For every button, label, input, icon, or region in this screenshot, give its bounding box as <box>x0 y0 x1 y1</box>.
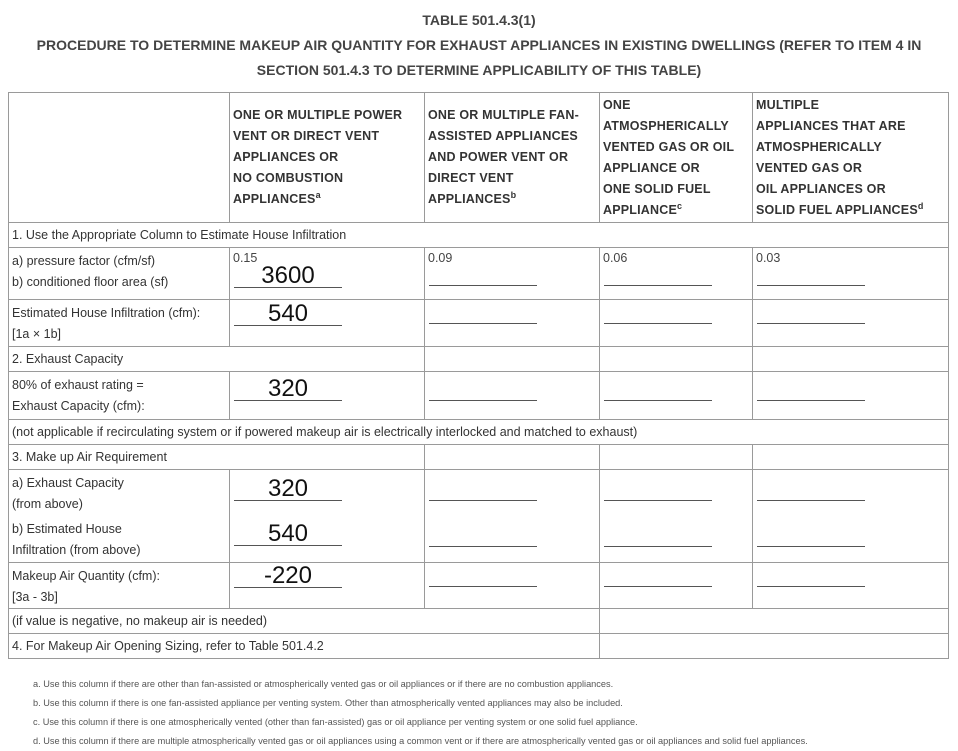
section-2-row <box>9 347 949 372</box>
header-col-1: ONE OR MULTIPLE POWER VENT OR DIRECT VENT APPLIANCES OR NO COMBUSTION APPLIANCES$^a$ <box>230 93 425 223</box>
pressure-factor-col-4: 0.03 <box>756 251 781 265</box>
infiltration-col-2 <box>425 300 600 347</box>
infiltration-row <box>9 300 949 347</box>
infiltration-col-4 <box>753 300 949 347</box>
makeup-quantity-col-1 <box>230 563 425 609</box>
header-col-2: ONE OR MULTIPLE FAN- ASSISTED APPLIANCES AND POWER VENT OR DIRECT VENT APPLIANCES$^b$ <box>425 93 600 223</box>
footnote-ref-b: b <box>510 189 517 200</box>
pressure-factor-col-2: 0.09 <box>428 251 453 265</box>
section-1-row <box>9 223 949 248</box>
pressure-area-col-2 <box>425 248 600 300</box>
header-col-4: MULTIPLE APPLIANCES THAT ARE ATMOSPHERICALLY VENTED GAS OR OIL APPLIANCES OR SOLID FUEL APPLIANCES$^d$ <box>753 93 949 223</box>
section-2-note: (not applicable if recirculating system or if powered makeup air is electrically interlocked and matched to exhaust) <box>9 420 949 445</box>
floor-area-blank-col-2 <box>429 265 537 286</box>
pressure-area-row <box>9 248 949 300</box>
pressure-area-label: a) pressure factor (cfm/sf) b) conditioned floor area (sf) <box>9 248 230 300</box>
header-col-3: ONE ATMOSPHERICALLY VENTED GAS OR OIL APPLIANCE OR ONE SOLID FUEL APPLIANCE$^c$ <box>600 93 753 223</box>
table-title-line-2: SECTION 501.4.3 TO DETERMINE APPLICABILITY OF THIS TABLE) <box>256 62 702 78</box>
exhaust-capacity-label: 80% of exhaust rating = Exhaust Capacity (cfm): <box>9 372 230 420</box>
makeup-air-quantity-value: -220 <box>234 565 342 588</box>
exhaust-capacity-from-above-value: 320 <box>234 478 342 501</box>
exhaust-capacity-col-1 <box>230 372 425 420</box>
exhaust-capacity-value: 320 <box>234 378 342 401</box>
section-3-note: (if value is negative, no makeup air is needed) <box>9 609 600 634</box>
section-2-note-row <box>9 420 949 445</box>
footnote-ref-a: a <box>315 189 321 200</box>
section-4-row <box>9 634 949 659</box>
makeup-quantity-row <box>9 563 949 609</box>
floor-area-blank-col-4 <box>757 265 865 286</box>
section-3-note-row <box>9 609 949 634</box>
footnote-d: d. Use this column if there are multiple atmospherically vented gas or oil appliances using a common vent or if there are atmospherically vented gas or oil appliances and solid fuel appliances. <box>33 736 808 746</box>
pressure-factor-col-3: 0.06 <box>603 251 628 265</box>
pressure-area-col-3 <box>600 248 753 300</box>
section-1-heading: 1. Use the Appropriate Column to Estimate House Infiltration <box>9 223 949 248</box>
infiltration-label: Estimated House Infiltration (cfm): [1a × 1b] <box>9 300 230 347</box>
table-number: TABLE 501.4.3(1) <box>422 12 536 28</box>
footnotes <box>33 675 808 751</box>
pressure-factor-col-1: 0.15 <box>233 251 258 265</box>
footnote-ref-d: d <box>917 200 924 211</box>
section-3-row <box>9 445 949 470</box>
makeup-air-table <box>8 92 949 659</box>
exhaust-capacity-row <box>9 372 949 420</box>
footnote-a: a. Use this column if there are other than fan-assisted or atmospherically vented gas or oil appliances or if there are no combustion appliances. <box>33 679 614 689</box>
pressure-area-col-4 <box>753 248 949 300</box>
section-2-heading: 2. Exhaust Capacity <box>9 347 425 372</box>
section-4-heading: 4. For Makeup Air Opening Sizing, refer to Table 501.4.2 <box>9 634 600 659</box>
infiltration-col-3 <box>600 300 753 347</box>
house-infiltration-from-above-value: 540 <box>234 523 342 546</box>
footnote-ref-c: c <box>677 200 683 211</box>
requirement-row <box>9 470 949 563</box>
footnote-c: c. Use this column if there is one atmospherically vented (other than fan-assisted) gas or oil appliance per venting system or one solid fuel appliance. <box>33 717 638 727</box>
pressure-area-col-1 <box>230 248 425 300</box>
requirement-label: a) Exhaust Capacity (from above) b) Estimated House Infiltration (from above) <box>9 470 230 563</box>
header-row <box>9 93 949 223</box>
floor-area-blank-col-3 <box>604 265 712 286</box>
floor-area-value: 3600 <box>234 265 342 288</box>
header-empty-cell <box>9 93 230 223</box>
table-title-line-1: PROCEDURE TO DETERMINE MAKEUP AIR QUANTITY FOR EXHAUST APPLIANCES IN EXISTING DWELLINGS (REFER TO ITEM 4 IN <box>36 37 922 53</box>
requirement-col-1 <box>230 470 425 563</box>
infiltration-col-1 <box>230 300 425 347</box>
footnote-b: b. Use this column if there is one fan-assisted appliance per venting system. Other than atmospherically vented appliances may also be included. <box>33 698 623 708</box>
makeup-quantity-label: Makeup Air Quantity (cfm): [3a - 3b] <box>9 563 230 609</box>
infiltration-value: 540 <box>234 303 342 326</box>
section-3-heading: 3. Make up Air Requirement <box>9 445 425 470</box>
